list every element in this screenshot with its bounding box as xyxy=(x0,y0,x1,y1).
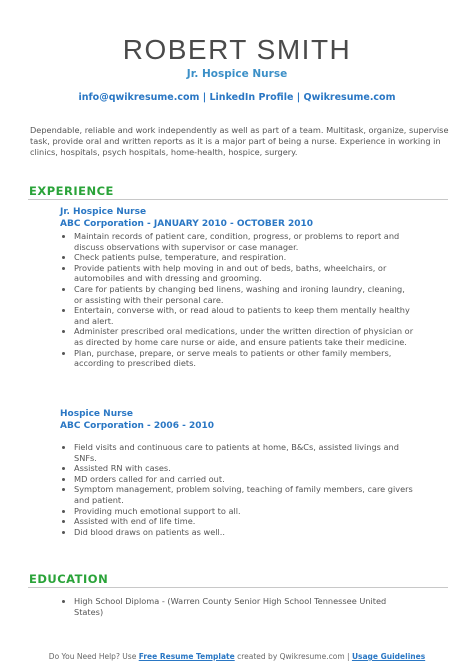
contact-separator: | xyxy=(293,92,304,103)
education-heading: EDUCATION xyxy=(29,572,109,586)
list-item: • Did blood draws on patients as well.. xyxy=(74,527,414,538)
job-title: Jr. Hospice Nurse xyxy=(60,207,147,217)
list-item: • Assisted with end of life time. xyxy=(74,516,414,527)
list-item: • Maintain records of patient care, condition, progress, or problems to report and discuss observations with supervisor or case manager. xyxy=(74,231,414,252)
contact-line xyxy=(0,92,474,103)
website-link[interactable]: Qwikresume.com xyxy=(303,92,396,103)
list-item: • Providing much emotional support to all. xyxy=(74,506,414,517)
list-item: • Provide patients with help moving in and out of beds, baths, wheelchairs, or automobiles and with dressing and grooming. xyxy=(74,263,414,284)
list-item: • Field visits and continuous care to patients at home, B&Cs, assisted livings and SNFs. xyxy=(74,442,414,463)
list-item: • Plan, purchase, prepare, or serve meals to patients or other family members, according to prescribed diets. xyxy=(74,348,414,369)
list-item: • Assisted RN with cases. xyxy=(74,463,414,474)
email-link[interactable]: info@qwikresume.com xyxy=(78,92,200,103)
free-resume-template-link[interactable]: Free Resume Template xyxy=(138,652,235,661)
section-divider xyxy=(28,587,448,588)
job-bullets xyxy=(60,231,414,369)
list-item: • Entertain, converse with, or read aloud to patients to keep them mentally healthy and alert. xyxy=(74,305,414,326)
contact-separator: | xyxy=(199,92,210,103)
linkedin-link[interactable]: LinkedIn Profile xyxy=(209,92,294,103)
list-item: • Check patients pulse, temperature, and respiration. xyxy=(74,252,414,263)
section-divider xyxy=(28,199,448,200)
usage-guidelines-link[interactable]: Usage Guidelines xyxy=(351,652,426,661)
candidate-title: Jr. Hospice Nurse xyxy=(186,68,288,80)
candidate-name: ROBERT SMITH xyxy=(122,34,352,65)
footer-middle: created by Qwikresume.com | xyxy=(237,652,350,661)
footer xyxy=(0,652,474,661)
list-item: • Care for patients by changing bed linens, washing and ironing laundry, cleaning, or assisting with their personal care. xyxy=(74,284,414,305)
experience-heading: EXPERIENCE xyxy=(29,184,114,198)
job-company: ABC Corporation - JANUARY 2010 - OCTOBER 2010 xyxy=(60,219,314,229)
education-bullets xyxy=(60,596,414,617)
job-title: Hospice Nurse xyxy=(60,409,134,419)
footer-prefix: Do You Need Help? Use xyxy=(48,652,137,661)
list-item: • Administer prescribed oral medications, under the written direction of physician or as directed by home care nurse or aide, and ensure patients take their medicine. xyxy=(74,326,414,347)
summary-paragraph: Dependable, reliable and work independently as well as part of a team. Multitask, organize, supervise task, provide oral and written reports as it is a major part of being a nurse. Experience in working in clinics, hospitals, psych hospitals, home-health, hospice, surgery. xyxy=(30,125,449,157)
list-item: • High School Diploma - (Warren County Senior High School Tennessee United States) xyxy=(74,596,414,617)
job-bullets xyxy=(60,442,414,537)
list-item: • MD orders called for and carried out. xyxy=(74,474,414,485)
job-company: ABC Corporation - 2006 - 2010 xyxy=(60,421,215,431)
list-item: • Symptom management, problem solving, teaching of family members, care givers and patient. xyxy=(74,484,414,505)
